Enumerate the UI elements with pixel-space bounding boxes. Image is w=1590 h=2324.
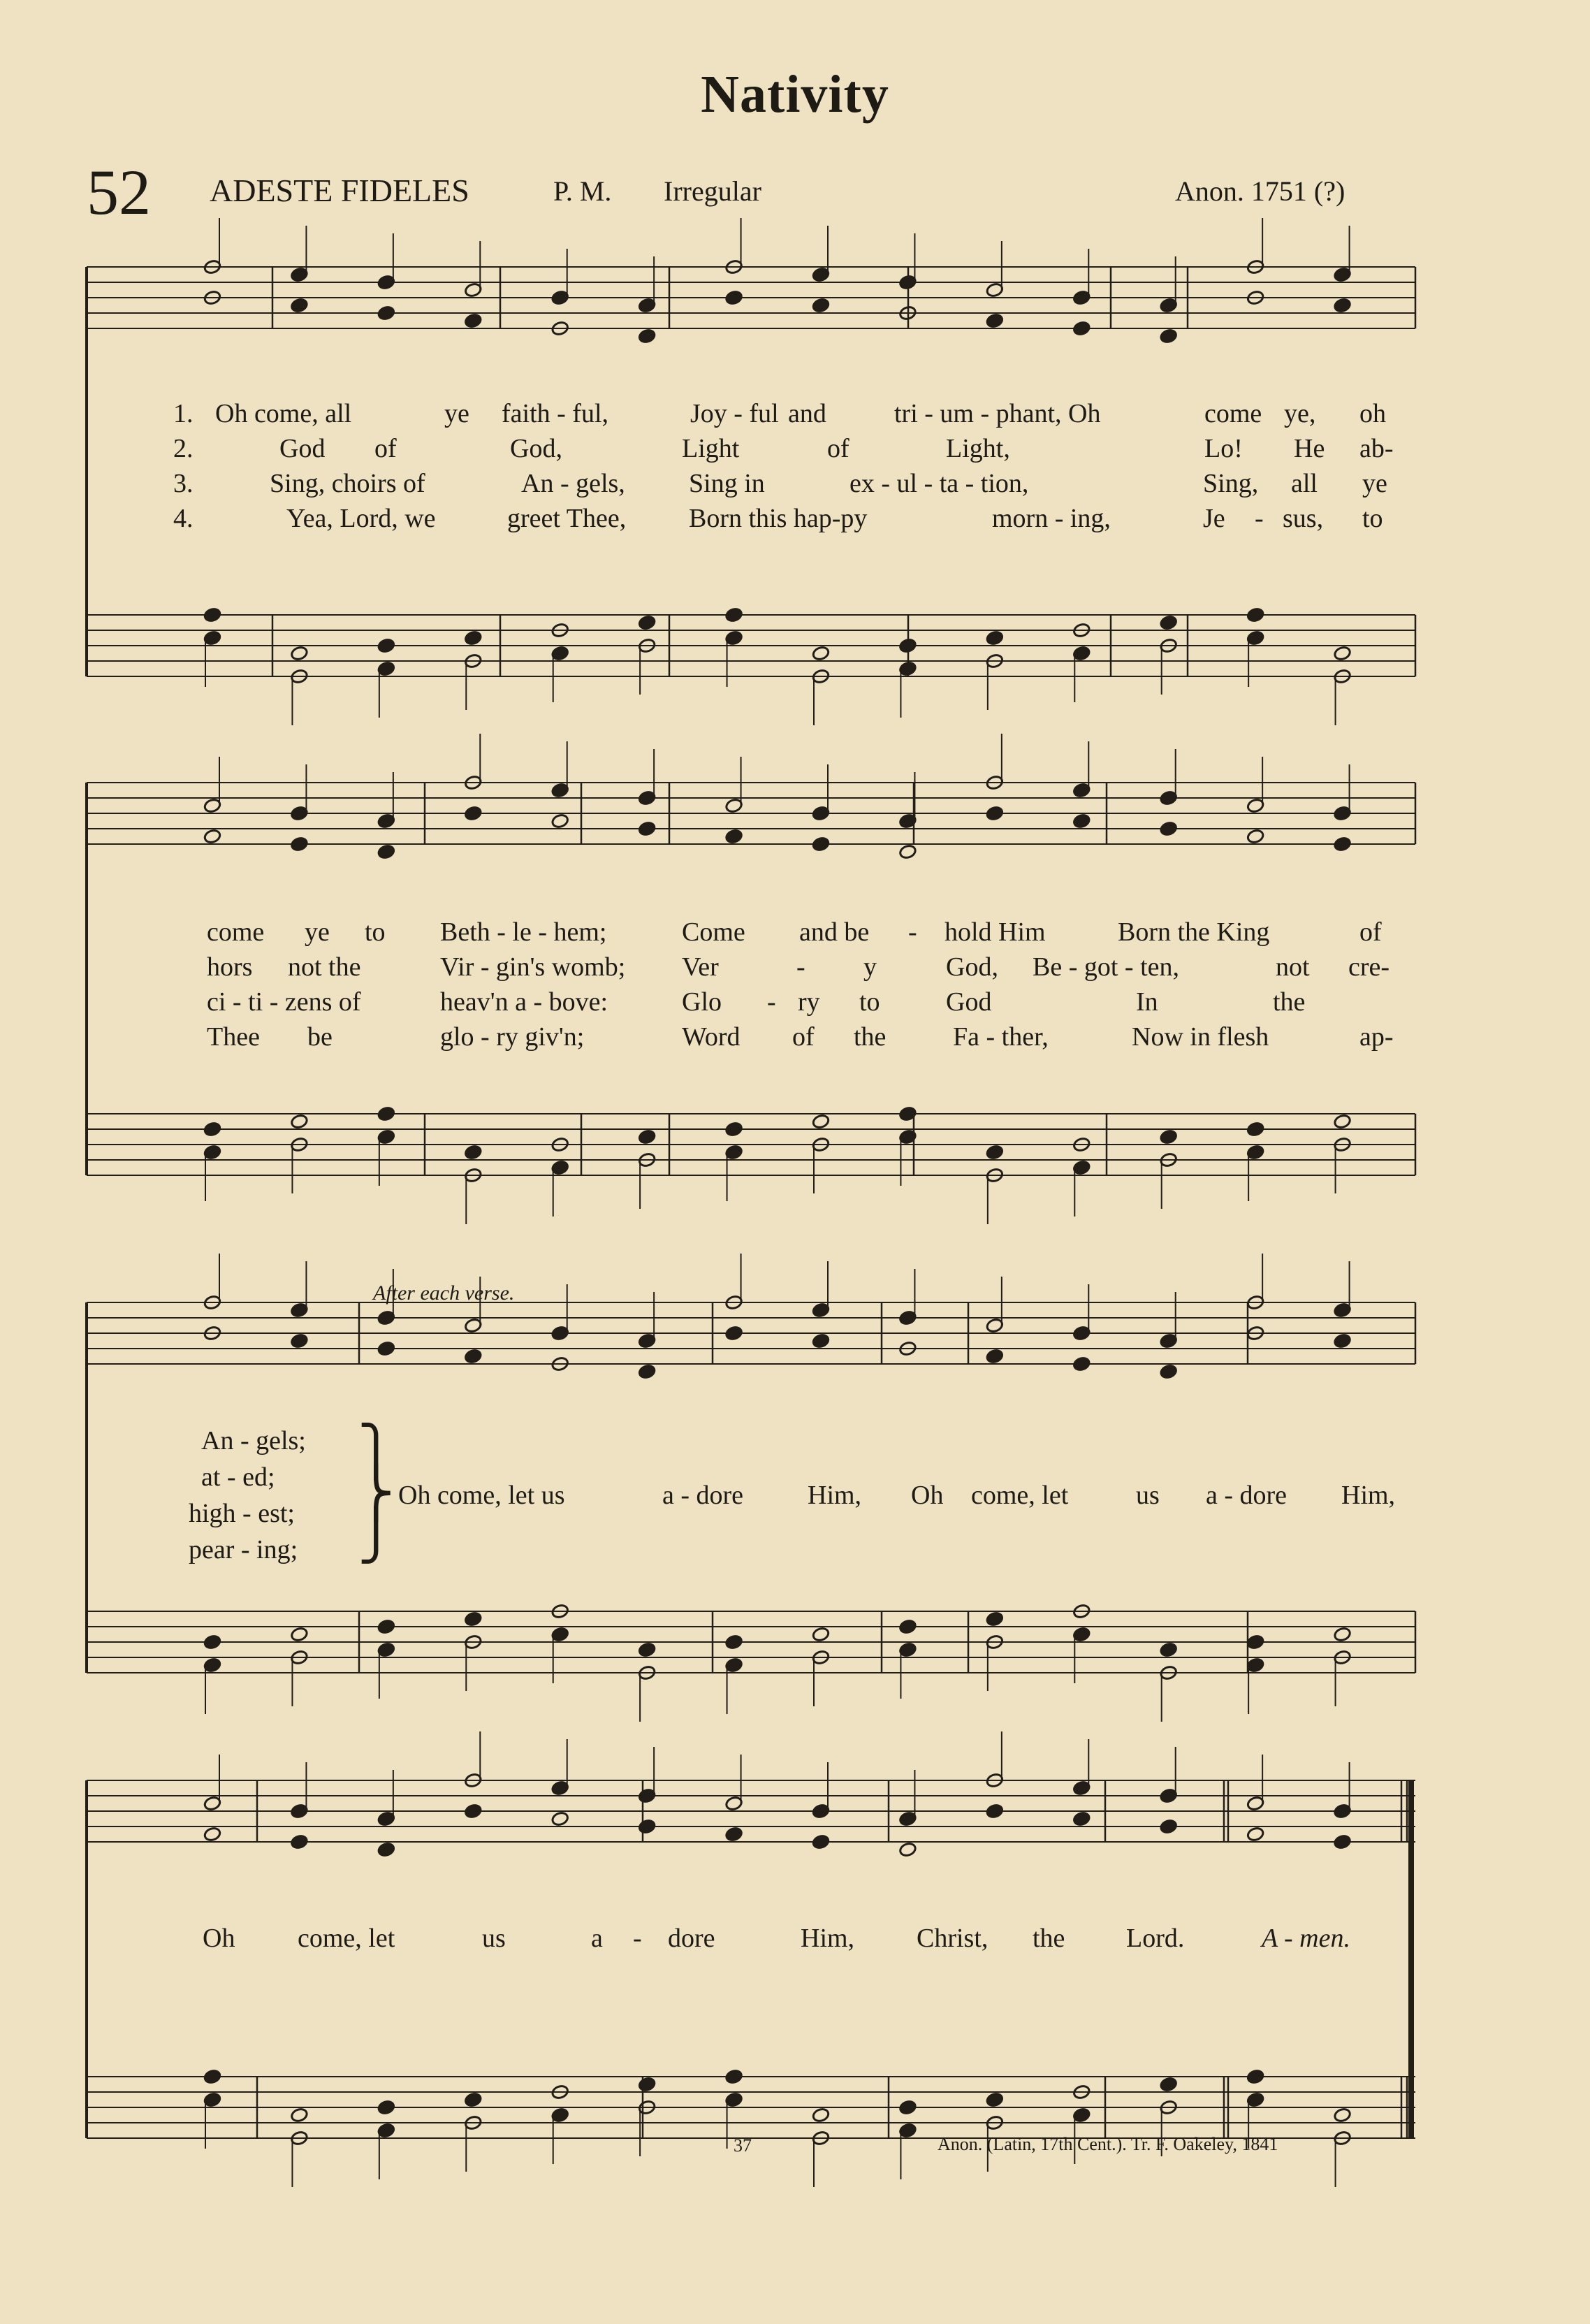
note-head xyxy=(1333,1114,1351,1130)
note-head xyxy=(203,829,221,845)
lyric-word: ci - ti - zens of xyxy=(207,987,361,1017)
note-head xyxy=(1072,1356,1091,1372)
lyric-word: the xyxy=(854,1022,887,1052)
note-head xyxy=(638,328,656,344)
note-head xyxy=(1333,1333,1351,1349)
note-head xyxy=(1333,1834,1351,1850)
note-head xyxy=(812,298,830,314)
lyric-word: y xyxy=(863,952,877,982)
lyric-word: Fa - ther, xyxy=(953,1022,1049,1052)
lyric-word: not the xyxy=(288,952,361,982)
note-head xyxy=(290,1333,308,1349)
lyric-word: Lo! xyxy=(1204,434,1243,463)
verse-ending: An - gels; xyxy=(201,1426,306,1455)
lyric-word: us xyxy=(1136,1481,1160,1510)
lyric-word: ye, xyxy=(1284,399,1316,428)
lyric-word: to xyxy=(1362,504,1383,533)
note-head xyxy=(377,305,395,321)
note-head xyxy=(377,1106,395,1122)
lyric-word: cre- xyxy=(1348,952,1390,982)
lyric-word: come, let xyxy=(298,1924,395,1953)
lyric-word: Sing, xyxy=(1203,469,1259,498)
note-head xyxy=(898,2100,917,2116)
lyric-word: Be - got - ten, xyxy=(1033,952,1180,982)
lyric-word: - xyxy=(796,952,805,982)
note-head xyxy=(290,1627,308,1643)
lyric-word: greet Thee, xyxy=(507,504,627,533)
section-heading: Nativity xyxy=(701,65,889,124)
note-head xyxy=(1072,813,1091,829)
lyric-word: Now in flesh xyxy=(1132,1022,1269,1052)
note-head xyxy=(638,1364,656,1380)
lyric-word: not xyxy=(1276,952,1310,982)
lyric-word: a - dore xyxy=(1206,1481,1288,1510)
note-head xyxy=(290,646,308,662)
lyric-word: Vir - gin's womb; xyxy=(440,952,626,982)
verse-number: 1. xyxy=(173,399,194,428)
note-head xyxy=(1333,1627,1351,1643)
note-head xyxy=(377,1619,395,1635)
lyric-word: Him, xyxy=(808,1481,862,1510)
note-head xyxy=(290,1834,308,1850)
note-head xyxy=(638,1819,656,1835)
hymn-number: 52 xyxy=(87,157,151,228)
note-head xyxy=(638,821,656,837)
lyric-word: us xyxy=(482,1924,506,1953)
endings-brace: ⎬ xyxy=(358,1467,395,1521)
lyric-word: Light xyxy=(682,434,740,463)
lyric-word: of xyxy=(1359,917,1382,947)
note-head xyxy=(986,2092,1004,2108)
lyric-word: Oh xyxy=(911,1481,944,1510)
note-head xyxy=(203,1121,221,1138)
lyric-word: - xyxy=(1255,504,1264,533)
note-head xyxy=(290,836,308,852)
verse-number: 3. xyxy=(173,469,194,498)
lyric-word: hold Him xyxy=(944,917,1046,947)
note-head xyxy=(812,1627,830,1643)
note-head xyxy=(812,646,830,662)
note-head xyxy=(1333,2107,1351,2123)
note-head xyxy=(551,1811,569,1827)
note-head xyxy=(986,1803,1004,1820)
note-head xyxy=(464,1803,482,1820)
lyric-word: morn - ing, xyxy=(992,504,1111,533)
note-head xyxy=(377,2100,395,2116)
lyric-word: God, xyxy=(510,434,562,463)
lyric-word: - xyxy=(633,1924,642,1953)
lyric-word: to xyxy=(365,917,386,947)
lyric-word: and xyxy=(788,399,826,428)
note-head xyxy=(464,1349,482,1365)
note-head xyxy=(1160,615,1178,631)
lyric-word: sus, xyxy=(1283,504,1324,533)
note-head xyxy=(724,1326,743,1342)
page-number: 37 xyxy=(734,2135,752,2156)
lyric-word: God xyxy=(279,434,326,463)
note-head xyxy=(898,1842,917,1858)
lyric-word: of xyxy=(792,1022,815,1052)
note-head xyxy=(898,844,917,860)
lyric-word: Christ, xyxy=(917,1924,989,1953)
lyric-word: Oh xyxy=(203,1924,235,1953)
lyric-word: and be xyxy=(799,917,870,947)
note-head xyxy=(812,1114,830,1130)
note-head xyxy=(986,630,1004,646)
endings-brace: ⎭ xyxy=(358,1509,395,1563)
note-head xyxy=(464,1145,482,1161)
meter-note: Irregular xyxy=(664,175,761,207)
lyric-word: Je xyxy=(1203,504,1225,533)
note-head xyxy=(203,607,221,623)
note-head xyxy=(724,290,743,306)
lyric-word: ye xyxy=(1362,469,1387,498)
verse-ending: pear - ing; xyxy=(189,1535,298,1564)
lyric-word: come xyxy=(1204,399,1262,428)
lyric-word: Him, xyxy=(801,1924,855,1953)
note-head xyxy=(898,638,917,654)
note-head xyxy=(203,2069,221,2085)
lyric-word: Him, xyxy=(1341,1481,1396,1510)
note-head xyxy=(203,1634,221,1650)
note-head xyxy=(724,1121,743,1138)
note-head xyxy=(1160,1819,1178,1835)
lyric-word: An - gels, xyxy=(521,469,625,498)
lyric-word: Light, xyxy=(946,434,1010,463)
lyric-word: faith - ful, xyxy=(502,399,609,428)
note-head xyxy=(898,1619,917,1635)
note-head xyxy=(1072,1811,1091,1827)
note-head xyxy=(1246,1634,1264,1650)
note-head xyxy=(290,2107,308,2123)
lyric-word: Word xyxy=(682,1022,741,1052)
note-head xyxy=(724,607,743,623)
note-head xyxy=(638,2077,656,2093)
lyric-word: In xyxy=(1136,987,1158,1017)
endings-brace: ⎫ xyxy=(358,1425,395,1479)
lyric-word-amen: A - men. xyxy=(1262,1924,1350,1953)
note-head xyxy=(1160,821,1178,837)
note-head xyxy=(724,829,743,845)
lyric-word: glo - ry giv'n; xyxy=(440,1022,585,1052)
note-head xyxy=(638,615,656,631)
lyric-word: tri - um - phant, Oh xyxy=(894,399,1101,428)
note-head xyxy=(377,638,395,654)
lyric-word: Ver xyxy=(682,952,719,982)
note-head xyxy=(986,1349,1004,1365)
tune-name: ADESTE FIDELES xyxy=(210,173,469,208)
note-head xyxy=(1160,2077,1178,2093)
lyric-word: Sing, choirs of xyxy=(270,469,425,498)
lyric-word: be xyxy=(307,1022,333,1052)
verse-ending: at - ed; xyxy=(201,1462,275,1492)
note-head xyxy=(1072,321,1091,337)
note-head xyxy=(812,836,830,852)
verse-number: 4. xyxy=(173,504,194,533)
note-head xyxy=(377,844,395,860)
lyric-word: to xyxy=(859,987,880,1017)
lyric-word: of xyxy=(374,434,397,463)
lyric-word: Oh come, all xyxy=(215,399,352,428)
text-attribution: Anon. (Latin, 17th Cent.). Tr. F. Oakeley, 1841 xyxy=(938,2134,1278,2154)
note-head xyxy=(464,2092,482,2108)
lyric-word: ap- xyxy=(1359,1022,1394,1052)
lyric-word: hors xyxy=(207,952,253,982)
note-head xyxy=(464,630,482,646)
note-head xyxy=(1160,1129,1178,1145)
lyric-word: oh xyxy=(1359,399,1386,428)
lyric-word: the xyxy=(1033,1924,1065,1953)
lyric-word: the xyxy=(1273,987,1306,1017)
lyric-word: heav'n a - bove: xyxy=(440,987,608,1017)
note-head xyxy=(1333,836,1351,852)
lyric-word: Yea, Lord, we xyxy=(286,504,436,533)
note-head xyxy=(464,806,482,822)
lyric-word: Glo xyxy=(682,987,722,1017)
music-attribution: Anon. 1751 (?) xyxy=(1175,175,1345,207)
lyric-word: ex - ul - ta - tion, xyxy=(849,469,1029,498)
note-head xyxy=(377,1341,395,1357)
lyric-word: Thee xyxy=(207,1022,260,1052)
lyric-word: Born this hap-py xyxy=(689,504,868,533)
note-head xyxy=(724,1634,743,1650)
lyric-word: Lord. xyxy=(1126,1924,1185,1953)
lyric-word: a xyxy=(591,1924,603,1953)
after-each-verse-instruction: After each verse. xyxy=(373,1281,515,1305)
note-head xyxy=(377,1842,395,1858)
note-head xyxy=(638,1642,656,1658)
lyric-word: Born the King xyxy=(1118,917,1270,947)
lyric-word: come xyxy=(207,917,265,947)
note-head xyxy=(986,1611,1004,1627)
note-head xyxy=(1246,1826,1264,1843)
note-head xyxy=(812,1834,830,1850)
lyric-word: - xyxy=(908,917,917,947)
note-head xyxy=(1246,1121,1264,1138)
verse-number: 2. xyxy=(173,434,194,463)
note-head xyxy=(1246,607,1264,623)
note-head xyxy=(986,806,1004,822)
meter: P. M. xyxy=(553,175,612,207)
note-head xyxy=(812,1333,830,1349)
lyric-word: ye xyxy=(305,917,330,947)
note-head xyxy=(203,1826,221,1843)
note-head xyxy=(1160,1642,1178,1658)
note-head xyxy=(986,1145,1004,1161)
lyric-word: Joy - ful xyxy=(690,399,779,428)
note-head xyxy=(1333,646,1351,662)
note-head xyxy=(551,813,569,829)
lyric-word: of xyxy=(827,434,849,463)
lyric-word: ry xyxy=(798,987,820,1017)
lyric-word: God xyxy=(946,987,992,1017)
lyric-word: dore xyxy=(668,1924,715,1953)
note-head xyxy=(724,2069,743,2085)
lyric-word: a - dore xyxy=(662,1481,744,1510)
note-head xyxy=(986,313,1004,329)
verse-ending: high - est; xyxy=(189,1499,295,1528)
lyric-word: - xyxy=(767,987,776,1017)
note-head xyxy=(464,1611,482,1627)
lyric-word: Sing in xyxy=(689,469,765,498)
note-head xyxy=(1160,328,1178,344)
lyric-word: He xyxy=(1294,434,1325,463)
note-head xyxy=(1246,2069,1264,2085)
note-head xyxy=(1160,1364,1178,1380)
lyric-word: all xyxy=(1291,469,1318,498)
lyric-word: ab- xyxy=(1359,434,1394,463)
lyric-word: Beth - le - hem; xyxy=(440,917,607,947)
note-head xyxy=(1246,829,1264,845)
note-head xyxy=(638,1129,656,1145)
note-head xyxy=(290,1114,308,1130)
note-head xyxy=(724,1826,743,1843)
lyric-word: God, xyxy=(946,952,998,982)
lyric-word: come, let xyxy=(971,1481,1069,1510)
lyric-word: Oh come, let us xyxy=(398,1481,565,1510)
lyric-word: ye xyxy=(444,399,469,428)
note-head xyxy=(290,298,308,314)
note-head xyxy=(1333,298,1351,314)
lyric-word: Come xyxy=(682,917,745,947)
note-head xyxy=(812,2107,830,2123)
note-head xyxy=(464,313,482,329)
